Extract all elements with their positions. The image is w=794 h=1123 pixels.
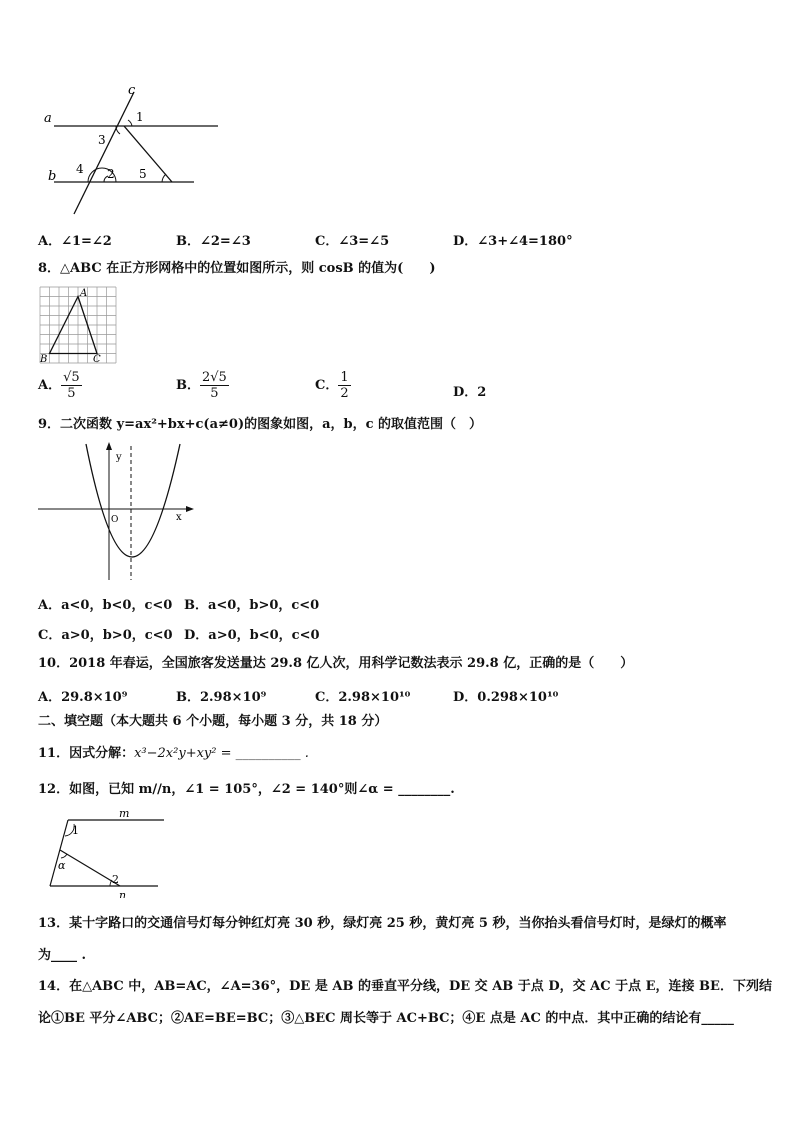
q9-option-d[interactable]: D．a>0，b<0，c<0 [184,628,320,643]
q8-option-d[interactable]: D．2 [453,385,487,400]
q7-option-b[interactable]: B．∠2=∠3 [176,234,251,249]
q8-option-c-prefix: C． [315,378,339,393]
q11-line [38,745,309,763]
q10-option-b[interactable]: B．2.98×10⁹ [176,690,267,705]
angle-alpha-label: α [58,859,66,872]
q7-option-d[interactable]: D．∠3+∠4=180° [453,234,573,249]
q8-option-c-numerator: 1 [340,370,349,385]
q14-line-1: 14．在△ABC 中，AB=AC，∠A=36°，DE 是 AB 的垂直平分线，DE 交 AB 于点 D，交 AC 于点 E，连接 BE．下列结 [38,979,772,994]
q13-line-2: 为____ . [38,948,87,963]
q8-option-b-numerator: 2√5 [202,370,227,385]
q7-option-c[interactable]: C．∠3=∠5 [315,234,390,249]
q7-option-a[interactable]: A．∠1=∠2 [38,234,112,249]
line-c-label: c [128,83,136,98]
q10-option-d[interactable]: D．0.298×10¹⁰ [453,690,559,705]
q9-option-a[interactable]: A．a<0，b<0，c<0 [38,598,173,613]
vertex-b-label: B [40,354,48,365]
x-axis-label: x [176,512,182,523]
q13-line-1: 13．某十字路口的交通信号灯每分钟红灯亮 30 秒，绿灯亮 25 秒，黄灯亮 5 秒，当你抬头看信号灯时，是绿灯的概率 [38,916,727,931]
line-n-label: n [119,889,127,898]
q7-figure [38,80,218,220]
q10-option-a[interactable]: A．29.8×10⁹ [38,690,128,705]
angle-5-label: 5 [139,167,147,181]
angle-1-label: 1 [136,110,144,124]
line-a-label: a [44,111,52,126]
q8-grid-figure [38,285,118,365]
q9-parabola-figure [38,440,198,585]
q11-expression: x³−2x²y+xy² = __________ . [134,746,309,761]
q8-option-b-denominator: 5 [210,386,219,401]
vertex-a-label: A [80,288,88,299]
q9-stem: 9．二次函数 y=ax²+bx+c(a≠0)的图象如图，a，b，c 的取值范围（ ） [38,417,483,432]
q8-stem: 8．△ABC 在正方形网格中的位置如图所示，则 cosB 的值为( ) [38,261,436,276]
q12-figure [42,808,172,898]
q9-option-b[interactable]: B．a<0，b>0，c<0 [184,598,320,613]
q8-option-c-fraction [338,370,350,401]
q8-option-a[interactable] [38,370,82,401]
line-m-label: m [119,808,130,820]
origin-label: O [111,515,119,525]
q8-option-c[interactable] [315,370,351,401]
q8-option-a-prefix: A． [38,378,62,393]
q8-option-a-fraction [61,370,82,401]
angle-2-label: 2 [112,873,119,886]
angle-3-label: 3 [98,133,106,147]
q8-option-b-prefix: B． [176,378,200,393]
line-b-label: b [48,169,57,184]
angle-2-label: 2 [107,167,115,181]
q8-option-b-fraction [200,370,229,401]
q12-line: 12．如图，已知 m//n，∠1 = 105°，∠2 = 140°则∠α = ________. [38,782,455,797]
angle-1-label: 1 [72,824,79,837]
q9-option-c[interactable]: C．a>0，b>0，c<0 [38,628,173,643]
q8-option-c-denominator: 2 [340,386,349,401]
q10-option-c[interactable]: C．2.98×10¹⁰ [315,690,411,705]
q11-prefix: 11．因式分解： [38,746,135,761]
q8-option-b[interactable] [176,370,229,401]
q14-line-2: 论①BE 平分∠ABC；②AE=BE=BC；③△BEC 周长等于 AC+BC；④E 点是 AC 的中点．其中正确的结论有_____ [38,1011,734,1026]
y-axis-label: y [116,452,122,463]
q10-stem: 10．2018 年春运，全国旅客发送量达 29.8 亿人次，用科学记数法表示 29.8 亿，正确的是（ ） [38,656,634,671]
q8-option-a-numerator: √5 [63,370,80,385]
vertex-c-label: C [93,354,101,365]
section-heading: 二、填空题（本大题共 6 个小题，每小题 3 分，共 18 分） [38,714,388,729]
q8-option-a-denominator: 5 [67,386,76,401]
angle-4-label: 4 [76,162,84,176]
